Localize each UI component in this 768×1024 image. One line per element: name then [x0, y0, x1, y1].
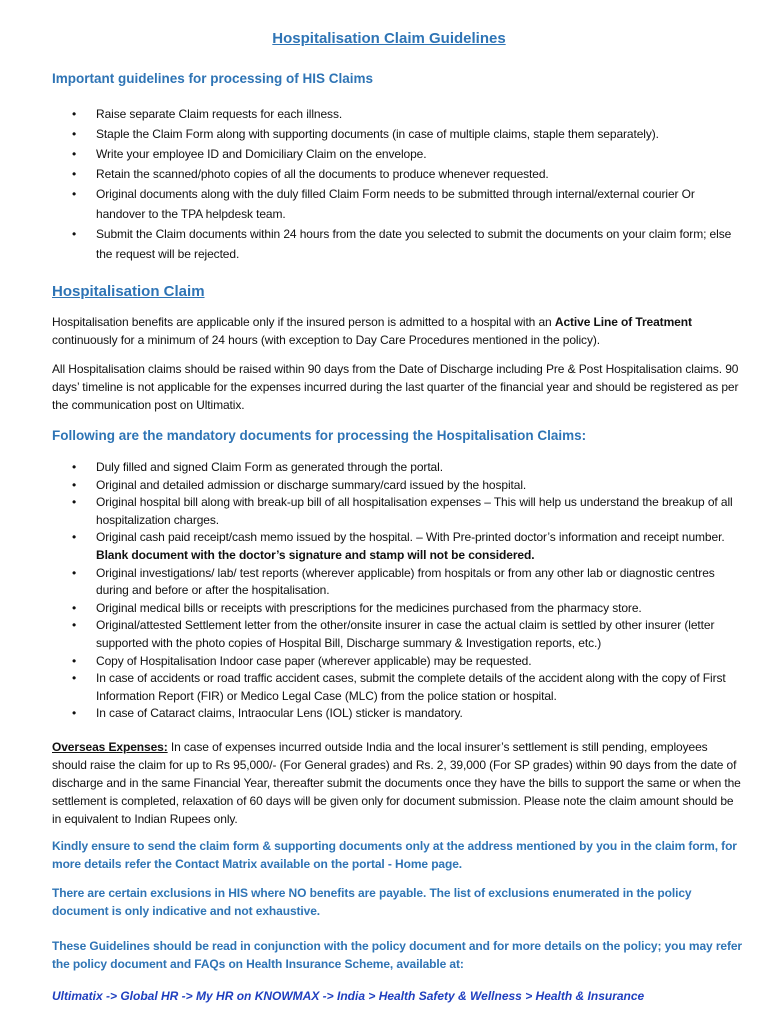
- mandatory-list: [52, 459, 742, 723]
- bullet-icon: •: [72, 227, 77, 241]
- note-address: Kindly ensure to send the claim form & supporting documents only at the address mentioned by you in the claim form, for more details refer the Contact Matrix available on the portal - Home page.: [52, 839, 737, 871]
- claim-paragraph-2: All Hospitalisation claims should be raised within 90 days from the Date of Discharge including Pre & Post Hospitalisation claims. 90 days’ timeline is not applicable for the expenses incurred during the last quarter of the financial year and should be registered as per the communication post on Ultimatix.: [52, 362, 739, 412]
- list-item: • Raise separate Claim requests for each illness.: [52, 104, 742, 124]
- list-item: • Copy of Hospitalisation Indoor case paper (wherever applicable) may be requested.: [52, 653, 742, 671]
- bullet-icon: •: [72, 671, 77, 686]
- list-item: • Original/attested Settlement letter from the other/onsite insurer in case the actual claim is settled by other insurer (letter supported with the photo copies of Hospital Bill, Discharge summary & Investigation reports, etc.): [72, 618, 715, 650]
- list-item: • Original investigations/ lab/ test reports (wherever applicable) from hospitals or from any other lab or diagnostic centres during and before or after the hospitalisation.: [72, 565, 715, 598]
- list-item: • Original medical bills or receipts with prescriptions for the medicines purchased from the pharmacy store.: [52, 600, 742, 618]
- guidelines-heading: Important guidelines for processing of HIS Claims: [52, 71, 374, 86]
- list-item: • Original documents along with the duly filled Claim Form needs to be submitted through internal/external courier Or handover to the TPA helpdesk team.: [52, 184, 742, 224]
- document-title: Hospitalisation Claim Guidelines: [272, 30, 506, 47]
- bullet-icon: •: [72, 187, 77, 201]
- note-guidelines: These Guidelines should be read in conjunction with the policy document and for more details on the policy; you may refer the policy document and FAQs on Health Insurance Scheme, available at:: [52, 939, 743, 971]
- list-item: • Original and detailed admission or discharge summary/card issued by the hospital.: [52, 477, 742, 495]
- bullet-icon: •: [72, 565, 77, 580]
- bullet-icon: •: [72, 600, 77, 615]
- list-item: • In case of Cataract claims, Intraocular Lens (IOL) sticker is mandatory.: [52, 705, 742, 723]
- bullet-icon: •: [72, 460, 77, 474]
- guidelines-list: [52, 104, 742, 264]
- list-item: • In case of accidents or road traffic accident cases, submit the complete details of the accident along with the copy of First Information Report (FIR) or Medico Legal Case (MLC) from the police station or hospital.: [72, 671, 726, 703]
- bullet-icon: •: [72, 107, 77, 121]
- list-item: • Staple the Claim Form along with supporting documents (in case of multiple claims, staple them separately).: [52, 124, 742, 144]
- bullet-icon: •: [72, 147, 77, 161]
- portal-navigation-path: Ultimatix -> Global HR -> My HR on KNOWMAX -> India > Health Safety & Wellness > Health & Insurance: [52, 989, 645, 1003]
- mandatory-heading: Following are the mandatory documents for processing the Hospitalisation Claims:: [52, 428, 587, 443]
- bullet-icon: •: [72, 618, 77, 633]
- list-item: • Duly filled and signed Claim Form as generated through the portal.: [52, 459, 742, 477]
- bullet-icon: •: [72, 495, 77, 510]
- list-item: • Write your employee ID and Domiciliary Claim on the envelope.: [52, 144, 742, 164]
- note-exclusions: There are certain exclusions in HIS where NO benefits are payable. The list of exclusions enumerated in the policy document is only indicative and not exhaustive.: [52, 886, 692, 918]
- bullet-icon: •: [72, 167, 77, 181]
- bullet-icon: •: [72, 706, 77, 721]
- overseas-label: Overseas Expenses:: [52, 740, 168, 754]
- claim-paragraph-1: Hospitalisation benefits are applicable only if the insured person is admitted to a hospital with an Active Line of Treatment continuously for a minimum of 24 hours (with exception to Day Care Procedures mentioned in the policy).: [52, 315, 692, 347]
- list-item: • Retain the scanned/photo copies of all the documents to produce whenever requested.: [52, 164, 742, 184]
- bullet-icon: •: [72, 530, 77, 545]
- claim-heading: Hospitalisation Claim: [52, 283, 205, 300]
- bullet-icon: •: [72, 653, 77, 668]
- overseas-paragraph: Overseas Expenses: In case of expenses incurred outside India and the local insurer’s settlement is still pending, employees should raise the claim for up to Rs 95,000/- (For General grades) and Rs. 2, 39,000 (For SP grades) within 90 days from the date of discharge and in the same Financial Year, thereafter submit the documents once they have the bills to support the same or when the settlement is completed, relaxation of 60 days will be given only for document submission. Please note the claim amount should be in equivalent to Indian Rupees only.: [52, 740, 741, 826]
- bullet-icon: •: [72, 477, 77, 492]
- list-item: • Original hospital bill along with break-up bill of all hospitalisation expenses – This will help us understand the breakup of all hospitalization charges.: [72, 495, 733, 527]
- bullet-icon: •: [72, 127, 77, 141]
- list-item: • Submit the Claim documents within 24 hours from the date you selected to submit the documents on your claim form; else the request will be rejected.: [52, 224, 742, 264]
- list-item: • Original cash paid receipt/cash memo issued by the hospital. – With Pre-printed doctor’s information and receipt number. Blank document with the doctor’s signature and stamp will not be considered.: [72, 530, 725, 562]
